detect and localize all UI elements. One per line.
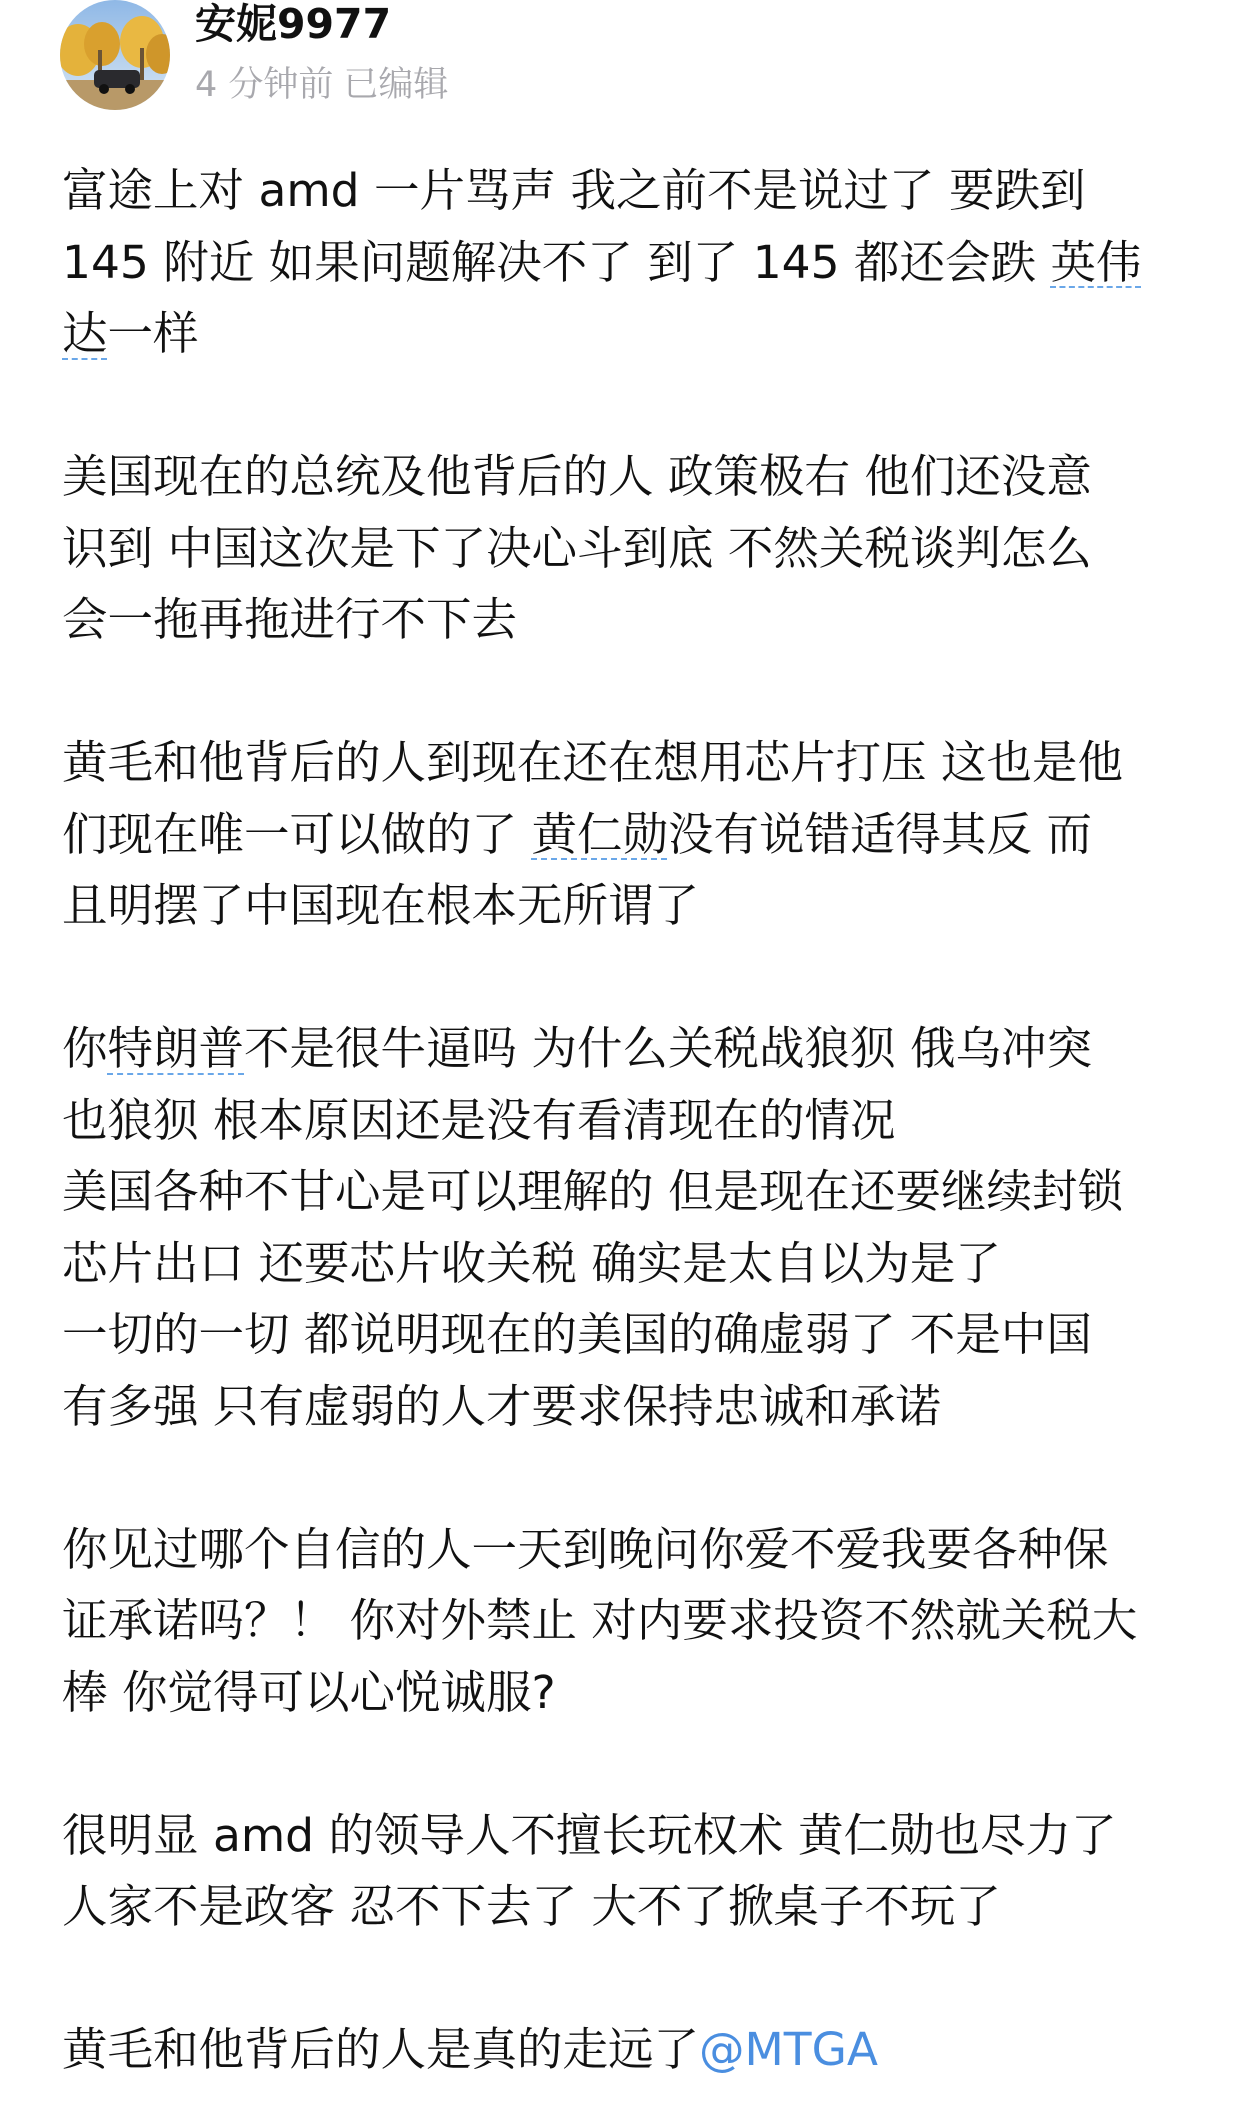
post-line xyxy=(62,441,1187,513)
stock-entity-link[interactable]: 达 xyxy=(62,307,108,360)
user-mention-link[interactable]: @MTGA xyxy=(699,2023,878,2076)
post-line xyxy=(62,1085,1187,1157)
user-name[interactable]: 安妮9977 xyxy=(195,0,392,48)
post-text: 你 xyxy=(62,1022,108,1075)
post-paragraph xyxy=(62,441,1187,656)
avatar-photo-icon xyxy=(60,0,170,110)
post-text: 你见过哪个自信的人一天到晚问你爱不爱我要各种保 xyxy=(62,1522,1109,1576)
post-line xyxy=(62,1657,1187,1729)
post-line xyxy=(62,1514,1187,1586)
edited-label: 已编辑 xyxy=(343,65,449,105)
post-text: 一样 xyxy=(107,307,199,360)
post-paragraph xyxy=(62,155,1187,370)
stock-entity-link[interactable]: 特朗普 xyxy=(107,1022,245,1075)
post-text: 证承诺吗？！ 你对外禁止 对内要求投资不然就关税大 xyxy=(62,1594,1138,1647)
post-paragraph xyxy=(62,1800,1187,1943)
post-text: 会一拖再拖进行不下去 xyxy=(62,593,518,646)
post-line xyxy=(62,799,1187,871)
post-text: 很明显 amd 的领导人不擅长玩权术 黄仁勋也尽力了 xyxy=(62,1808,1117,1862)
post-line xyxy=(62,227,1187,299)
post-paragraph xyxy=(62,1013,1187,1442)
post-text: 一切的一切 都说明现在的美国的确虚弱了 不是中国 xyxy=(62,1308,1092,1361)
post-paragraph xyxy=(62,1514,1187,1729)
post-line xyxy=(62,155,1187,227)
post-line xyxy=(62,1585,1187,1657)
post-text: 芯片出口 还要芯片收关税 确实是太自以为是了 xyxy=(62,1236,1001,1290)
post-text: 且明摆了中国现在根本无所谓了 xyxy=(62,879,700,932)
post-text: 棒 你觉得可以心悦诚服? xyxy=(62,1665,556,1719)
post-line xyxy=(62,1156,1187,1228)
stock-entity-link[interactable]: 英伟 xyxy=(1050,235,1142,289)
post-line xyxy=(62,2014,1187,2086)
post-text: 黄毛和他背后的人是真的走远了 xyxy=(62,2023,700,2076)
stock-entity-link[interactable]: 黄仁勋 xyxy=(531,807,668,861)
post-text: 识到 中国这次是下了决心斗到底 不然关税谈判怎么 xyxy=(62,521,1092,575)
post-text: 人家不是政客 忍不下去了 大不了掀桌子不玩了 xyxy=(62,1880,1001,1933)
post-header xyxy=(60,0,1180,120)
post-paragraph xyxy=(62,727,1187,942)
post-text: 也狼狈 根本原因还是没有看清现在的情况 xyxy=(62,1093,896,1147)
post-line xyxy=(62,1228,1187,1300)
post-text: 有多强 只有虚弱的人才要求保持忠诚和承诺 xyxy=(62,1379,941,1433)
user-avatar[interactable] xyxy=(60,0,170,110)
post-line xyxy=(62,727,1187,799)
post-line xyxy=(62,298,1187,370)
post-text: 不是很牛逼吗 为什么关税战狼狈 俄乌冲突 xyxy=(244,1022,1092,1075)
post-meta xyxy=(195,62,448,108)
post-line xyxy=(62,1871,1187,1943)
post-line xyxy=(62,1013,1187,1085)
post-text: 美国各种不甘心是可以理解的 但是现在还要继续封锁 xyxy=(62,1165,1123,1218)
post-text: 们现在唯一可以做的了 xyxy=(62,807,532,861)
post-text: 没有说错适得其反 而 xyxy=(667,807,1092,861)
post-line xyxy=(62,1371,1187,1443)
post-line xyxy=(62,513,1187,585)
post-text: 美国现在的总统及他背后的人 政策极右 他们还没意 xyxy=(62,450,1092,503)
post-time: 4 分钟前 xyxy=(195,65,334,105)
post-text: 145 附近 如果问题解决不了 到了 145 都还会跌 xyxy=(62,235,1051,289)
post-line xyxy=(62,584,1187,656)
post-line xyxy=(62,1800,1187,1872)
post-line xyxy=(62,1299,1187,1371)
post-text: 黄毛和他背后的人到现在还在想用芯片打压 这也是他 xyxy=(62,736,1123,789)
post-text: 富途上对 amd 一片骂声 我之前不是说过了 要跌到 xyxy=(62,164,1086,217)
post-body xyxy=(62,155,1187,2086)
post-line xyxy=(62,870,1187,942)
post-paragraph xyxy=(62,2014,1187,2086)
